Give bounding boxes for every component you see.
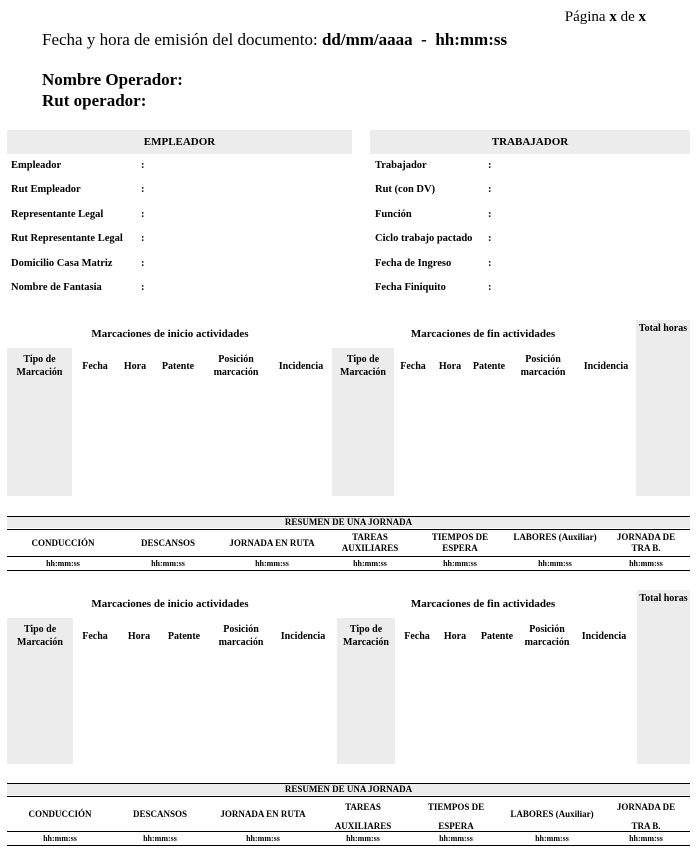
field-colon: : xyxy=(141,233,145,244)
resumen-value: hh:mm:ss xyxy=(46,559,80,568)
marcacion-column-header: Tipo de Marcación xyxy=(343,624,389,648)
marcacion-column-header: Tipo de Marcación xyxy=(17,624,63,648)
marcacion-column-header: Tipo de Marcación xyxy=(16,354,63,378)
resumen-value: hh:mm:ss xyxy=(439,834,473,843)
field-colon: : xyxy=(488,258,492,269)
marcacion-column-header: Fecha xyxy=(82,361,108,372)
trabajador-field-label: Ciclo trabajo pactado xyxy=(375,233,473,244)
resumen-value: hh:mm:ss xyxy=(346,834,380,843)
fin-title: Marcaciones de fin actividades xyxy=(410,328,556,340)
empleador-field-label: Representante Legal xyxy=(11,209,104,220)
field-colon: : xyxy=(488,233,492,244)
marcacion-column-header: Posición marcación xyxy=(218,624,264,648)
divider xyxy=(7,529,690,530)
issue-date: Fecha y hora de emisión del documento: dd/mm/aaaa - hh:mm:ss xyxy=(42,30,508,49)
resumen-title: RESUMEN DE UNA JORNADA xyxy=(284,784,413,794)
marcacion-column-header: Fecha xyxy=(404,631,430,642)
empleador-field-label: Rut Empleador xyxy=(11,184,81,195)
inicio-title: Marcaciones de inicio actividades xyxy=(91,598,249,610)
resumen-value: hh:mm:ss xyxy=(443,559,477,568)
resumen-value: hh:mm:ss xyxy=(629,834,663,843)
marcacion-column-header: Incidencia xyxy=(280,631,326,642)
marcacion-column-header: Hora xyxy=(438,361,462,372)
resumen-column-header: TAREAS AUXILIARES xyxy=(341,532,399,553)
marcacion-column-header: Patente xyxy=(161,361,195,372)
resumen-column-header: DESCANSOS xyxy=(132,809,188,819)
total-horas-column-bg xyxy=(636,320,690,496)
resumen-value: hh:mm:ss xyxy=(353,559,387,568)
resumen-column-header: JORNADA EN RUTA xyxy=(220,809,306,819)
trabajador-field-label: Fecha Finiquito xyxy=(375,282,446,293)
resumen-column-header: TIEMPOS DE ESPERA xyxy=(427,802,485,831)
total-horas-label: Total horas xyxy=(638,323,688,334)
trabajador-field-label: Rut (con DV) xyxy=(375,184,436,195)
page-number: Página x de x xyxy=(564,9,646,25)
fin-title: Marcaciones de fin actividades xyxy=(410,598,556,610)
resumen-column-header: JORNADA DE TRA B. xyxy=(616,532,676,553)
empleador-field-label: Nombre de Fantasia xyxy=(11,282,102,293)
marcacion-column-header: Patente xyxy=(480,631,514,642)
resumen-column-header: JORNADA DE TRA B. xyxy=(616,802,676,831)
resumen-column-header: TIEMPOS DE ESPERA xyxy=(431,532,489,553)
field-colon: : xyxy=(141,282,145,293)
empleador-header: EMPLEADOR xyxy=(7,130,352,154)
resumen-value: hh:mm:ss xyxy=(246,834,280,843)
total-horas-label: Total horas xyxy=(639,593,688,604)
marcacion-column-header: Hora xyxy=(443,631,467,642)
marcacion-column-header: Posición marcación xyxy=(524,624,570,648)
resumen-column-header: JORNADA EN RUTA xyxy=(229,538,315,548)
marcacion-column-header: Patente xyxy=(167,631,201,642)
marcacion-column-header: Hora xyxy=(127,631,151,642)
resumen-value: hh:mm:ss xyxy=(535,834,569,843)
divider xyxy=(7,845,690,846)
trabajador-field-label: Fecha de Ingreso xyxy=(375,258,452,269)
marcacion-column-header: Patente xyxy=(472,361,506,372)
marcacion-column-header: Incidencia xyxy=(278,361,324,372)
marcacion-column-header: Incidencia xyxy=(581,631,627,642)
field-colon: : xyxy=(488,282,492,293)
operator-rut-label: Rut operador: xyxy=(42,91,147,110)
resumen-value: hh:mm:ss xyxy=(143,834,177,843)
divider xyxy=(7,570,690,571)
divider xyxy=(7,556,690,557)
operator-name-label: Nombre Operador: xyxy=(42,70,183,89)
marcacion-column-header: Fecha xyxy=(82,631,108,642)
marcacion-column-header: Hora xyxy=(123,361,147,372)
resumen-title: RESUMEN DE UNA JORNADA xyxy=(284,517,413,527)
resumen-value: hh:mm:ss xyxy=(255,559,289,568)
field-colon: : xyxy=(141,184,145,195)
resumen-value: hh:mm:ss xyxy=(538,559,572,568)
field-colon: : xyxy=(488,160,492,171)
field-colon: : xyxy=(141,160,145,171)
resumen-value: hh:mm:ss xyxy=(151,559,185,568)
field-colon: : xyxy=(141,209,145,220)
resumen-column-header: LABORES (Auxiliar) xyxy=(510,809,594,819)
resumen-column-header: CONDUCCIÓN xyxy=(28,809,92,819)
empleador-field-label: Empleador xyxy=(11,160,62,171)
marcacion-column-header: Incidencia xyxy=(583,361,629,372)
marcacion-column-header: Fecha xyxy=(400,361,426,372)
trabajador-header: TRABAJADOR xyxy=(370,130,690,154)
field-colon: : xyxy=(488,209,492,220)
inicio-title: Marcaciones de inicio actividades xyxy=(91,328,249,340)
resumen-column-header: CONDUCCIÓN xyxy=(31,538,95,548)
marcacion-column-header: Posición marcación xyxy=(213,354,259,378)
trabajador-field-label: Función xyxy=(375,209,412,220)
resumen-column-header: LABORES (Auxiliar) xyxy=(513,532,597,542)
trabajador-field-label: Trabajador xyxy=(375,160,427,171)
resumen-column-header: DESCANSOS xyxy=(140,538,196,548)
resumen-value: hh:mm:ss xyxy=(43,834,77,843)
divider xyxy=(7,796,690,797)
marcacion-column-header: Tipo de Marcación xyxy=(340,354,386,378)
field-colon: : xyxy=(488,184,492,195)
empleador-field-label: Domicilio Casa Matriz xyxy=(11,258,113,269)
resumen-value: hh:mm:ss xyxy=(629,559,663,568)
marcacion-column-header: Posición marcación xyxy=(520,354,566,378)
empleador-field-label: Rut Representante Legal xyxy=(11,233,123,244)
total-horas-column-bg xyxy=(637,590,690,764)
field-colon: : xyxy=(141,258,145,269)
resumen-column-header: TAREAS AUXILIARES xyxy=(334,802,392,831)
